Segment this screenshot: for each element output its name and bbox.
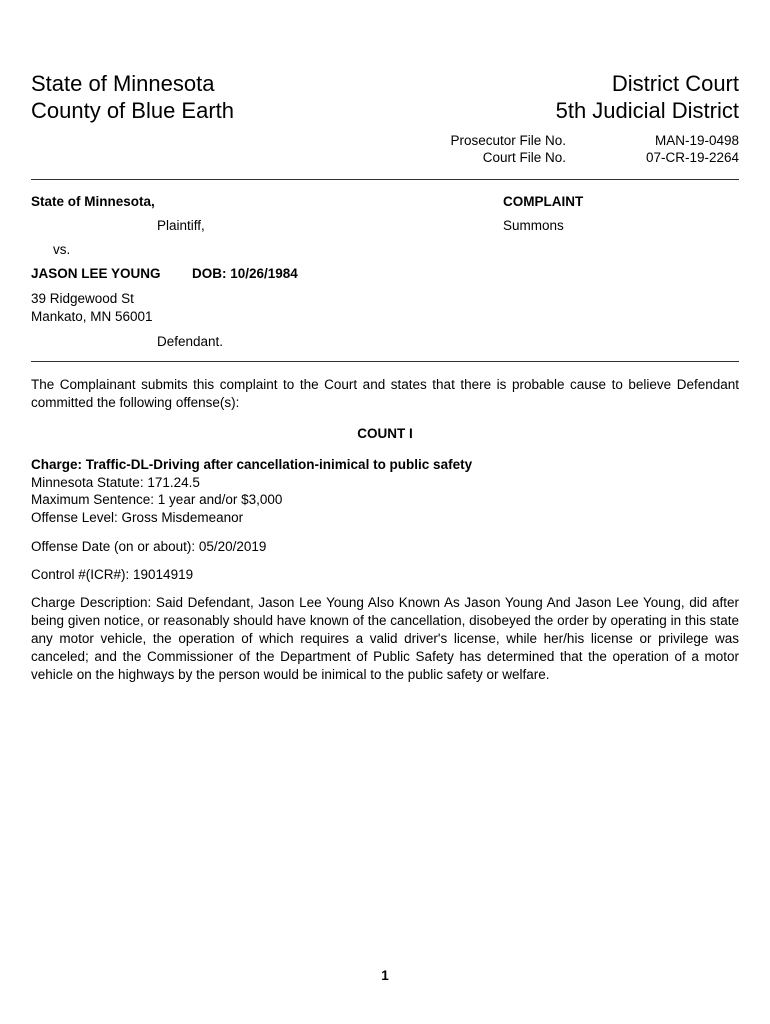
court-heading: District Court (611, 71, 739, 96)
county-heading: County of Blue Earth (31, 98, 235, 123)
district-heading: 5th Judicial District (555, 98, 739, 123)
max-sentence-line: Maximum Sentence: 1 year and/or $3,000 (31, 492, 283, 507)
defendant-role: Defendant. (157, 334, 224, 349)
plaintiff-role: Plaintiff, (157, 218, 205, 233)
court-file-value: 07-CR-19-2264 (645, 150, 739, 165)
charge-description-paragraph: Charge Description: Said Defendant, Jason Lee Young Also Known As Jason Young And Jason Lee Young, did after being given notice, or reasonably should have known of the cancellation, disobeyed the order by operating in this state any motor vehicle, the operation of which requires a valid driver's license, while her/his license or privilege was canceled; and the Commissioner of the Department of Public Safety has determined that the operation of a motor vehicle on the highways by the person would be inimical to the public safety or welfare. (31, 595, 739, 682)
court-file-label: Court File No. (482, 150, 566, 165)
intro-paragraph: The Complainant submits this complaint to the Court and states that there is probable cause to believe Defendant committed the following offense(s): (31, 377, 739, 410)
offense-level-line: Offense Level: Gross Misdemeanor (31, 510, 244, 525)
charge-line: Charge: Traffic-DL-Driving after cancellation-inimical to public safety (31, 457, 473, 472)
offense-date-line: Offense Date (on or about): 05/20/2019 (31, 539, 267, 554)
defendant-dob: DOB: 10/26/1984 (192, 266, 298, 281)
versus-label: vs. (53, 242, 71, 257)
prosecutor-file-value: MAN-19-0498 (654, 133, 739, 148)
page-number: 1 (381, 968, 389, 983)
defendant-address-line2: Mankato, MN 56001 (31, 309, 153, 324)
document-type: COMPLAINT (503, 194, 584, 209)
document-subtype: Summons (503, 218, 564, 233)
prosecutor-file-label: Prosecutor File No. (450, 133, 566, 148)
defendant-name: JASON LEE YOUNG (31, 266, 161, 281)
caption-divider (31, 361, 739, 362)
control-number-line: Control #(ICR#): 19014919 (31, 567, 194, 582)
state-heading: State of Minnesota (31, 71, 215, 96)
statute-line: Minnesota Statute: 171.24.5 (31, 475, 200, 490)
defendant-address-line1: 39 Ridgewood St (31, 291, 134, 306)
count-title: COUNT I (357, 426, 413, 441)
plaintiff-name: State of Minnesota, (31, 194, 155, 209)
header-divider (31, 179, 739, 180)
